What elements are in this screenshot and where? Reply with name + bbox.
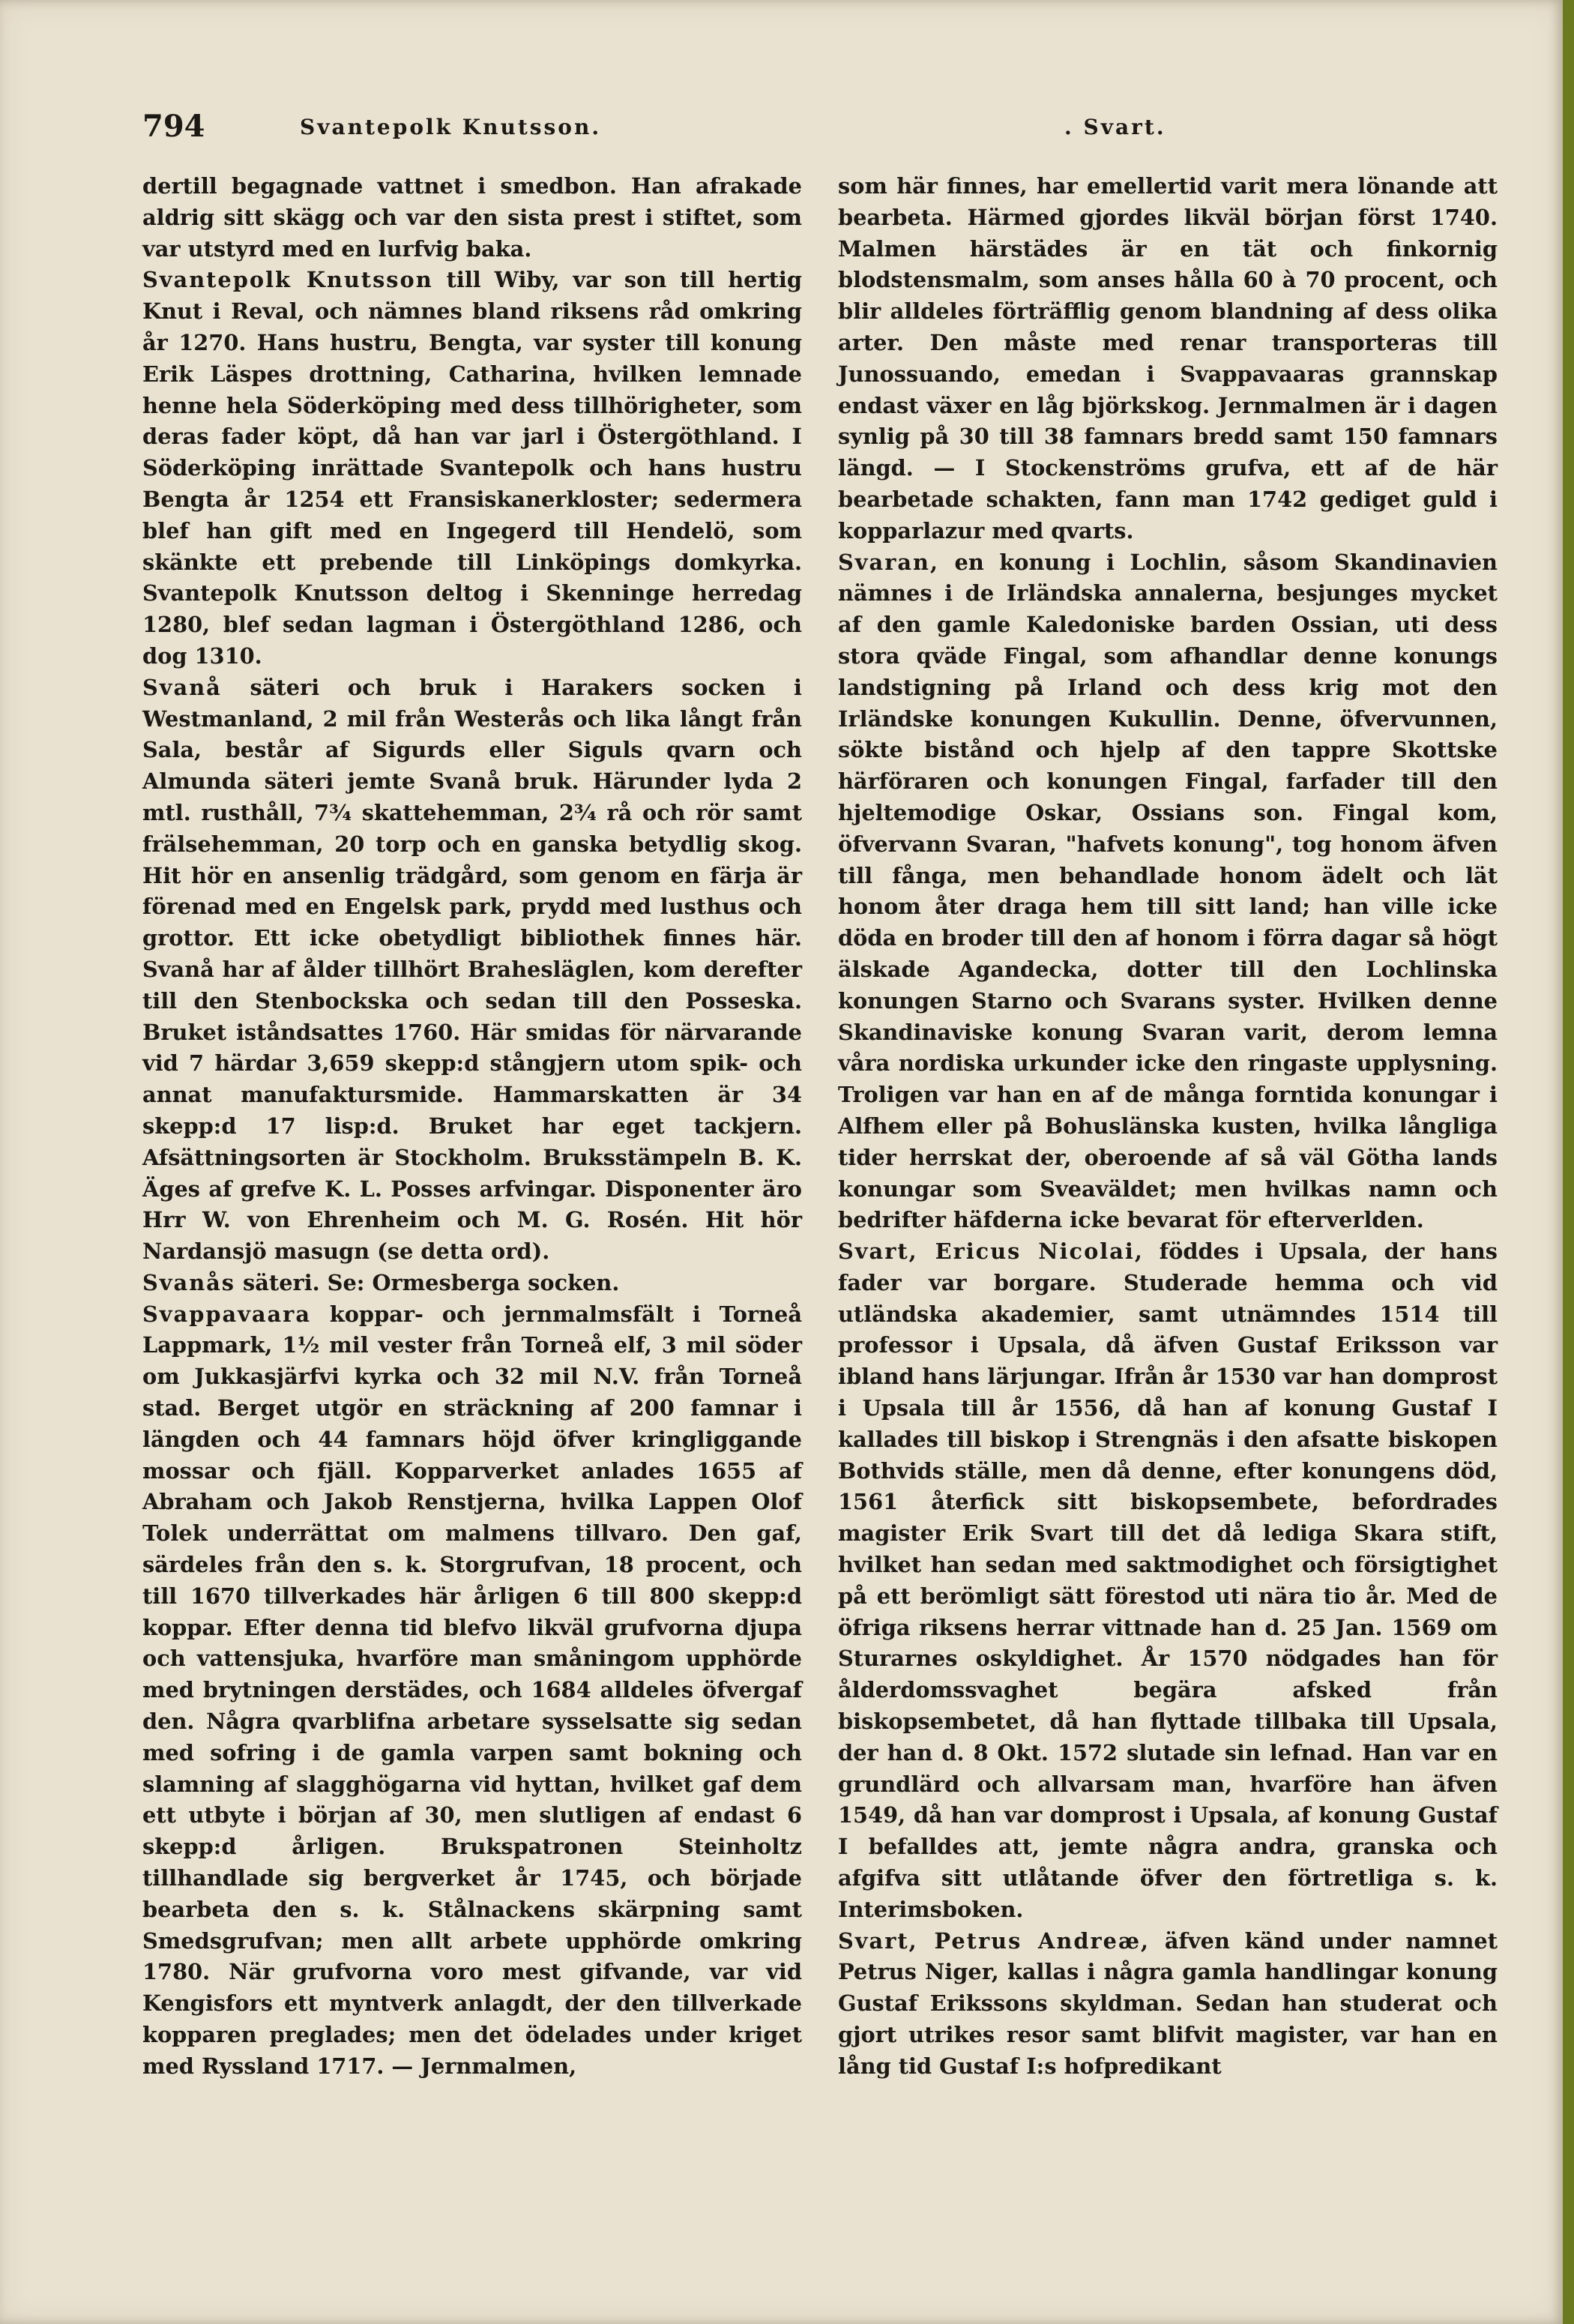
entry-headword: Svanås	[142, 1269, 235, 1295]
running-head-right: . Svart.	[1064, 115, 1166, 139]
page-edge	[1563, 0, 1574, 2324]
entry-paragraph	[142, 1268, 802, 1299]
entry-text: säteri och bruk i Harakers socken i Westmanland, 2 mil från Westerås och lika långt från Sala, består af Sigurds eller Siguls qvarn och Almunda säteri jemte Svanå bruk. Härunder lyda 2 mtl. rusthåll, 7¾ skattehemman, 2¾ rå och rör samt frälsehemman, 20 torp och en ganska betydlig skog. Hit hör en ansenlig trädgård, som genom en färja är förenad med en Engelsk park, prydd med lusthus och grottor. Ett icke obetydligt bibliothek finnes här. Svanå har af ålder tillhört Brahesläglen, kom derefter till den Stenbockska och sedan till den Posseska. Bruket iståndsattes 1760. Här smidas för närvarande vid 7 härdar 3,659 skepp:d stångjern utom spik- och annat manufaktursmide. Hammarskatten är 34 skepp:d 17 lisp:d. Bruket har eget tackjern. Afsättningsorten är Stockholm. Bruksstämpeln B. K. Äges af grefve K. L. Posses arfvingar. Disponenter äro Hrr W. von Ehrenheim och M. G. Rosén. Hit hör Nardansjö masugn (se detta ord).	[142, 674, 802, 1265]
page-number: 794	[142, 109, 205, 144]
entry-text: säteri. Se: Ormesberga socken.	[235, 1269, 620, 1295]
right-column	[838, 171, 1498, 2300]
entry-paragraph	[838, 1926, 1498, 2083]
entry-headword: Svappavaara	[142, 1301, 311, 1327]
entry-text: äfven känd under namnet Petrus Niger, kallas i några gamla handlingar konung Gustaf Erikssons skyldman. Sedan han studerat och gjort utrikes resor samt blifvit magister, var han en lång tid Gustaf I:s hofpredikant	[838, 1927, 1498, 2079]
entry-text: föddes i Upsala, der hans fader var borgare. Studerade hemma och vid utländska akademier, samt utnämndes 1514 till professor i Upsala, då äfven Gustaf Eriksson var ibland hans lärjungar. Ifrån år 1530 var han domprost i Upsala till år 1556, då han af konung Gustaf I kallades till biskop i Strengnäs i den afsatte biskopen Bothvids ställe, men då denne, efter konungens död, 1561 återfick sitt biskopsembete, befordrades magister Erik Svart till det då lediga Skara stift, hvilket han sedan med saktmodighet och försigtighet på ett berömligt sätt förestod uti nära tio år. Med de öfriga riksens herrar vittnade han d. 25 Jan. 1569 om Sturarnes oskyldighet. År 1570 nödgades han för ålderdomssvaghet begära afsked från biskopsembetet, då han flyttade tillbaka till Upsala, der han d. 8 Okt. 1572 slutade sin lefnad. Han var en grundlärd och allvarsam man, hvarföre han äfven 1549, då han var domprost i Upsala, af konung Gustaf I befalldes att, jemte några andra, granska och afgifva sitt utlåtande öfver den förtretliga s. k. Interimsboken.	[838, 1238, 1498, 1922]
running-head-left: Svantepolk Knutsson.	[300, 115, 602, 139]
entry-text: en konung i Lochlin, såsom Skandinavien nämnes i de Irländska annalerna, besjunges mycket af den gamle Kaledoniske barden Ossian, uti dess stora qväde Fingal, som afhandlar denne konungs landstigning på Irland och dess krig mot den Irländske konungen Kukullin. Denne, öfvervunnen, sökte bistånd och hjelp af den tappre Skottske härföraren och konungen Fingal, farfader till den hjeltemodige Oskar, Ossians son. Fingal kom, öfvervann Svaran, "hafvets konung", tog honom äfven till fånga, men behandlade honom ädelt och lät honom åter draga hem till sitt land; han ville icke döda en broder till den af honom i förra dagar så högt älskade Agandecka, dotter till den Lochlinska konungen Starno och Svarans syster. Hvilken denne Skandinaviske konung Svaran varit, derom lemna våra nordiska urkunder icke den ringaste upplysning. Troligen var han en af de många forntida konungar i Alfhem eller på Bohuslänska kusten, hvilka långliga tider herrskat der, oberoende af så väl Götha lands konungar som Sveaväldet; men hvilkas namn och bedrifter häfderna icke bevarat för efterverlden.	[838, 549, 1498, 1233]
left-column	[142, 171, 802, 2300]
entry-paragraph	[838, 171, 1498, 547]
entry-headword: Svantepolk Knutsson	[142, 267, 433, 293]
entry-headword: Svanå	[142, 674, 222, 700]
entry-text: dertill begagnade vattnet i smedbon. Han afrakade aldrig sitt skägg och var den sista prest i stiftet, som var utstyrd med en lurfvig baka.	[142, 173, 802, 262]
entry-paragraph	[838, 1236, 1498, 1926]
entry-paragraph	[838, 547, 1498, 1237]
entry-paragraph	[142, 171, 802, 265]
entry-text: koppar- och jernmalmsfält i Torneå Lappmark, 1½ mil vester från Torneå elf, 3 mil söder om Jukkasjärfvi kyrka och 32 mil N.V. från Torneå stad. Berget utgör en sträckning af 200 famnar i längden och 44 famnars höjd öfver kringliggande mossar och fjäll. Kopparverket anlades 1655 af Abraham och Jakob Renstjerna, hvilka Lappen Olof Tolek underrättat om malmens tillvaro. Den gaf, särdeles från den s. k. Storgrufvan, 18 procent, och till 1670 tillverkades här årligen 6 till 800 skepp:d koppar. Efter denna tid blefvo likväl grufvorna djupa och vattensjuka, hvarföre man småningom upphörde med brytningen derstädes, och 1684 alldeles öfvergaf den. Några qvarblifna arbetare sysselsatte sig sedan med sofring i de gamla varpen samt bokning och slamning af slagghögarna vid hyttan, hvilket gaf dem ett utbyte i början af 30, men slutligen af endast 6 skepp:d årligen. Brukspatronen Steinholtz tillhandlade sig bergverket år 1745, och började bearbeta den s. k. Stålnackens skärpning samt Smedsgrufvan; men allt arbete upphörde omkring 1780. När grufvorna voro mest gifvande, var vid Kengisfors ett myntverk anlagdt, der den tillverkade kopparen preglades; men det ödelades under kriget med Ryssland 1717. — Jernmalmen,	[142, 1301, 802, 2079]
entry-paragraph	[142, 672, 802, 1268]
page-header	[142, 109, 1417, 154]
entry-paragraph	[142, 1299, 802, 2083]
entry-headword: Svart, Ericus Nicolai,	[838, 1238, 1144, 1265]
entry-headword: Svaran,	[838, 549, 939, 575]
entry-text: som här finnes, har emellertid varit mera lönande att bearbeta. Härmed gjordes likväl början först 1740. Malmen härstädes är en tät och finkornig blodstensmalm, som anses hålla 60 à 70 procent, och blir alldeles förträfflig genom blandning af dess olika arter. Den måste med renar transporteras till Junossuando, emedan i Svappavaaras grannskap endast växer en låg björkskog. Jernmalmen är i dagen synlig på 30 till 38 famnars bredd samt 150 famnars längd. — I Stockenströms grufva, ett af de här bearbetade schakten, fann man 1742 gediget guld i kopparlazur med qvarts.	[838, 173, 1498, 544]
entry-headword: Svart, Petrus Andreæ,	[838, 1927, 1151, 1954]
entry-text: till Wiby, var son till hertig Knut i Reval, och nämnes bland riksens råd omkring år 1270. Hans hustru, Bengta, var syster till konung Erik Läspes drottning, Catharina, hvilken lemnade henne hela Söderköping med dess tillhörigheter, som deras fader köpt, då han var jarl i Östergöthland. I Söderköping inrättade Svantepolk och hans hustru Bengta år 1254 ett Fransiskanerkloster; sedermera blef han gift med en Ingegerd till Hendelö, som skänkte ett prebende till Linköpings domkyrka. Svantepolk Knutsson deltog i Skenninge herredag 1280, blef sedan lagman i Östergöthland 1286, och dog 1310.	[142, 267, 803, 669]
entry-paragraph	[142, 265, 802, 672]
